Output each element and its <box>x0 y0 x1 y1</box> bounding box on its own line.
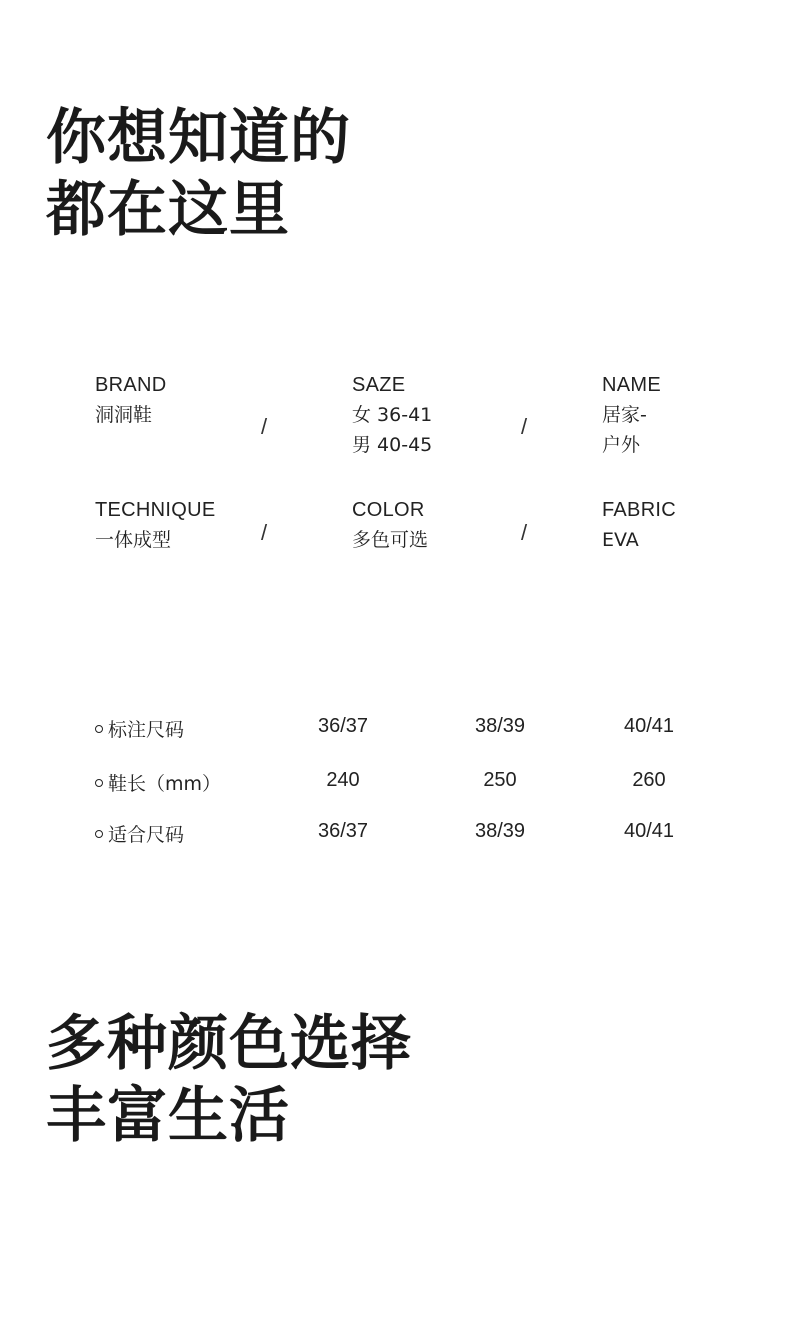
row-label: 适合尺码 <box>108 824 185 846</box>
separator: / <box>261 414 268 439</box>
spec-color <box>352 495 428 555</box>
size-cell: 40/41 <box>623 820 675 842</box>
separator: / <box>261 520 268 545</box>
spec-technique <box>95 495 215 555</box>
spec-value: 洞洞鞋 <box>95 404 153 426</box>
intro-heading-line-2: 都在这里 <box>46 175 290 245</box>
size-cell: 38/39 <box>474 820 526 842</box>
spec-label: TECHNIQUE <box>95 499 216 521</box>
colors-heading-line-2: 丰富生活 <box>46 1081 290 1151</box>
spec-name <box>602 370 661 460</box>
colors-heading-line-1: 多种颜色选择 <box>46 1009 412 1079</box>
spec-value: 多色可选 <box>352 529 429 551</box>
spec-value: 居家- 户外 <box>602 404 647 456</box>
spec-label: FABRIC <box>602 499 677 521</box>
spec-label: COLOR <box>352 499 425 521</box>
spec-label: SAZE <box>352 374 406 396</box>
row-label: 鞋长（mm） <box>108 773 222 795</box>
separator: / <box>521 414 528 439</box>
spec-size <box>352 370 432 460</box>
intro-heading <box>46 102 351 246</box>
colors-heading <box>46 1008 412 1152</box>
row-label: 标注尺码 <box>108 719 185 741</box>
size-cell: 36/37 <box>317 820 369 842</box>
separator: / <box>521 520 528 545</box>
spec-value: 一体成型 <box>95 529 172 551</box>
size-row-length <box>95 769 715 799</box>
spec-label: NAME <box>602 374 661 396</box>
size-row-marked <box>95 715 715 745</box>
size-cell: 250 <box>483 769 517 791</box>
spec-value: EVA <box>602 529 639 551</box>
spec-label: BRAND <box>95 374 167 396</box>
bullet-icon <box>95 830 103 838</box>
size-cell: 240 <box>326 769 360 791</box>
bullet-icon <box>95 779 103 787</box>
spec-value: 女 36-41 男 40-45 <box>352 404 433 456</box>
spec-fabric <box>602 495 676 555</box>
bullet-icon <box>95 725 103 733</box>
size-cell: 38/39 <box>474 715 526 737</box>
size-cell: 40/41 <box>623 715 675 737</box>
size-row-fit <box>95 820 715 850</box>
size-cell: 260 <box>632 769 666 791</box>
spec-brand <box>95 370 167 430</box>
intro-heading-line-1: 你想知道的 <box>46 103 351 173</box>
size-cell: 36/37 <box>317 715 369 737</box>
